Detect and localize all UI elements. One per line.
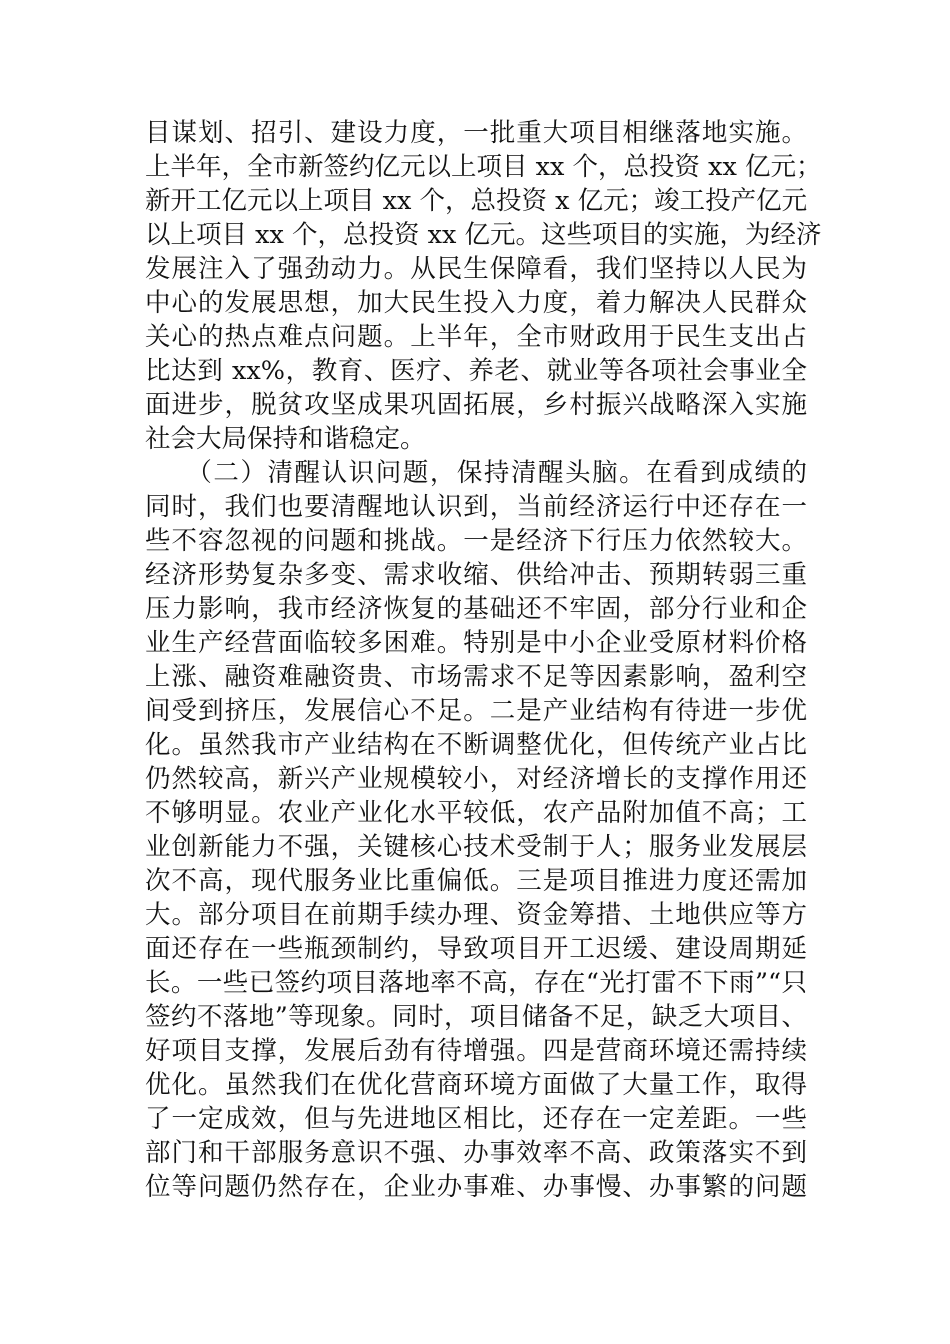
text-line: 次不高，现代服务业比重偏低。三是项目推进力度还需加: [145, 866, 807, 896]
paragraph-end-line: 社会大局保持和谐稳定。: [145, 424, 426, 454]
text-line: 面进步，脱贫攻坚成果巩固拓展，乡村振兴战略深入实施: [145, 390, 807, 420]
text-line: 关心的热点难点问题。上半年，全市财政用于民生支出占: [145, 322, 807, 352]
text-line: 同时，我们也要清醒地认识到，当前经济运行中还存在一: [145, 492, 807, 522]
text-line: 压力影响，我市经济恢复的基础还不牢固，部分行业和企: [145, 594, 807, 624]
text-line: 仍然较高，新兴产业规模较小，对经济增长的支撑作用还: [145, 764, 807, 794]
text-line: 上涨、融资难融资贵、市场需求不足等因素影响，盈利空: [145, 662, 807, 692]
text-line: 发展注入了强劲动力。从民生保障看，我们坚持以人民为: [145, 254, 807, 284]
text-line: 位等问题仍然存在，企业办事难、办事慢、办事繁的问题: [145, 1172, 807, 1202]
text-line: 经济形势复杂多变、需求收缩、供给冲击、预期转弱三重: [145, 560, 807, 590]
text-line: 间受到挤压，发展信心不足。二是产业结构有待进一步优: [145, 696, 807, 726]
text-line: 了一定成效，但与先进地区相比，还存在一定差距。一些: [145, 1104, 807, 1134]
text-line: 大。部分项目在前期手续办理、资金筹措、土地供应等方: [145, 900, 807, 930]
text-line: 优化。虽然我们在优化营商环境方面做了大量工作，取得: [145, 1070, 807, 1100]
document-body: [145, 116, 822, 1204]
text-line: 目谋划、招引、建设力度，一批重大项目相继落地实施。: [145, 118, 807, 148]
section-heading-line: （二）清醒认识问题，保持清醒头脑。在看到成绩的: [145, 458, 807, 488]
text-line: 长。一些已签约项目落地率不高，存在“光打雷不下雨”“只: [145, 968, 807, 998]
text-line: 业生产经营面临较多困难。特别是中小企业受原材料价格: [145, 628, 807, 658]
text-line: 好项目支撑，发展后劲有待增强。四是营商环境还需持续: [145, 1036, 807, 1066]
text-line: 部门和干部服务意识不强、办事效率不高、政策落实不到: [145, 1138, 807, 1168]
text-line: 些不容忽视的问题和挑战。一是经济下行压力依然较大。: [145, 526, 807, 556]
text-line: 签约不落地”等现象。同时，项目储备不足，缺乏大项目、: [145, 1002, 807, 1032]
text-line: 业创新能力不强，关键核心技术受制于人；服务业发展层: [145, 832, 807, 862]
text-line: 以上项目 xx 个，总投资 xx 亿元。这些项目的实施，为经济: [145, 220, 822, 250]
text-line: 不够明显。农业产业化水平较低，农产品附加值不高；工: [145, 798, 807, 828]
text-line: 中心的发展思想，加大民生投入力度，着力解决人民群众: [145, 288, 807, 318]
text-line: 比达到 xx%，教育、医疗、养老、就业等各项社会事业全: [145, 356, 807, 386]
text-line: 新开工亿元以上项目 xx 个，总投资 x 亿元；竣工投产亿元: [145, 186, 808, 216]
text-line: 化。虽然我市产业结构在不断调整优化，但传统产业占比: [145, 730, 807, 760]
text-line: 上半年，全市新签约亿元以上项目 xx 个，总投资 xx 亿元；: [145, 152, 822, 182]
text-line: 面还存在一些瓶颈制约，导致项目开工迟缓、建设周期延: [145, 934, 807, 964]
